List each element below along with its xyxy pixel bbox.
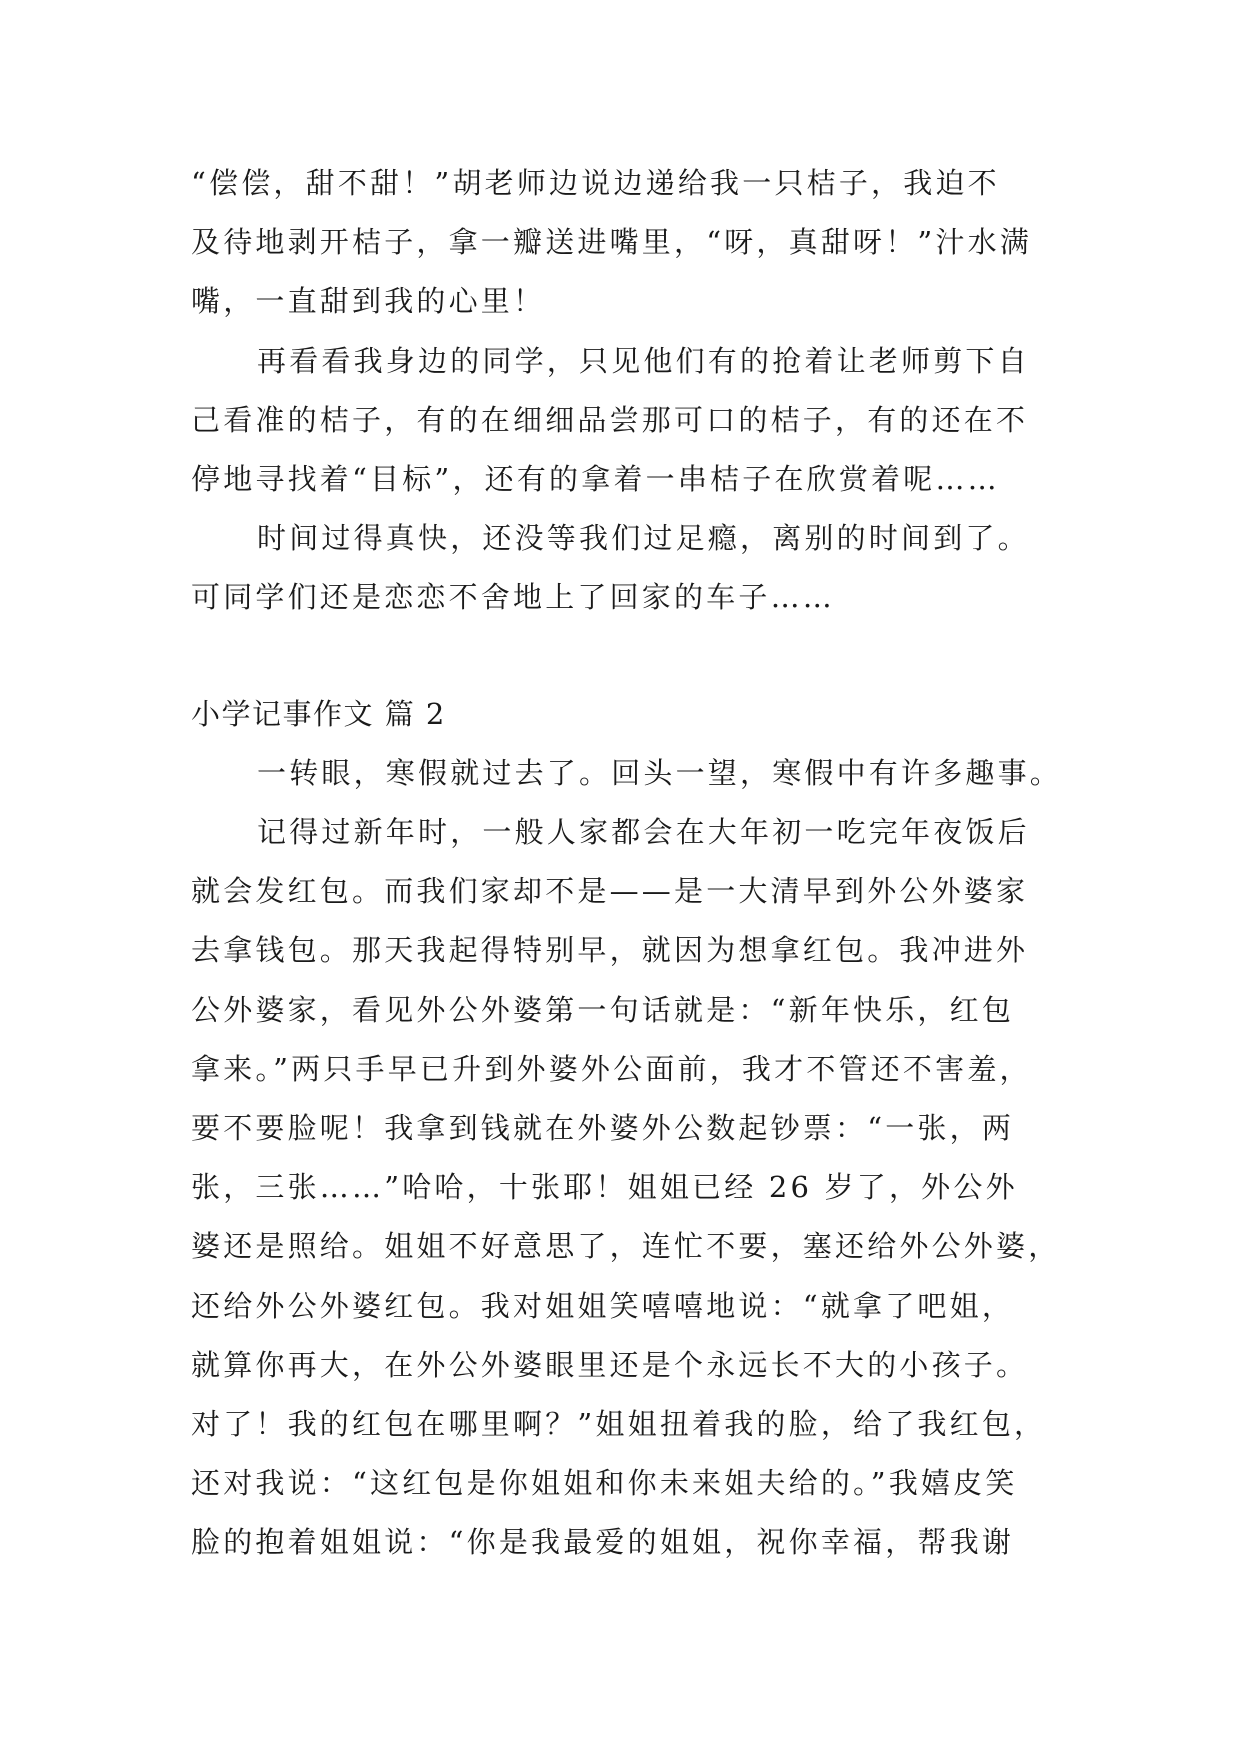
paragraph-line: 时间过得真快，还没等我们过足瘾，离别的时间到了。 [257,521,1030,555]
paragraph-line: 张，三张……”哈哈，十张耶！姐姐已经 26 岁了，外公外 [191,1170,1018,1204]
paragraph-line: 就算你再大，在外公外婆眼里还是个永远长不大的小孩子。 [191,1348,1029,1382]
paragraph-line: 去拿钱包。那天我起得特别早，就因为想拿红包。我冲进外 [191,933,1029,967]
paragraph-line: 再看看我身边的同学，只见他们有的抢着让老师剪下自 [257,344,1030,378]
paragraph-line: 停地寻找着“目标”，还有的拿着一串桔子在欣赏着呢…… [191,462,1000,496]
paragraph-line: 就会发红包。而我们家却不是——是一大清早到外公外婆家 [191,874,1029,908]
paragraph-line: 己看准的桔子，有的在细细品尝那可口的桔子，有的还在不 [191,403,1029,437]
paragraph-line: 婆还是照给。姐姐不好意思了，连忙不要，塞还给外公外婆， [191,1229,1061,1263]
paragraph-line: 脸的抱着姐姐说：“你是我最爱的姐姐，祝你幸福，帮我谢 [191,1525,1015,1559]
paragraph-line: 对了！我的红包在哪里啊？”姐姐扭着我的脸，给了我红包， [191,1407,1047,1441]
paragraph-line: 要不要脸呢！我拿到钱就在外婆外公数起钞票：“一张，两 [191,1111,1015,1145]
paragraph-line: 可同学们还是恋恋不舍地上了回家的车子…… [191,580,836,614]
paragraph-line: 还对我说：“这红包是你姐姐和你未来姐夫给的。”我嬉皮笑 [191,1466,1018,1500]
paragraph-line: 嘴，一直甜到我的心里！ [191,284,546,318]
paragraph-line: 一转眼，寒假就过去了。回头一望，寒假中有许多趣事。 [257,756,1063,790]
paragraph-line: 拿来。”两只手早已升到外婆外公面前，我才不管还不害羞， [191,1052,1032,1086]
paragraph-line: 记得过新年时，一般人家都会在大年初一吃完年夜饭后 [257,815,1030,849]
paragraph-line: 还给外公外婆红包。我对姐姐笑嘻嘻地说：“就拿了吧姐， [191,1289,1015,1323]
paragraph-line: 公外婆家，看见外公外婆第一句话就是：“新年快乐，红包 [191,993,1015,1027]
section-heading: 小学记事作文 篇 2 [191,697,446,731]
paragraph-line: 及待地剥开桔子，拿一瓣送进嘴里，“呀，真甜呀！”汁水满 [191,225,1033,259]
paragraph-line: “偿偿，甜不甜！”胡老师边说边递给我一只桔子，我迫不 [191,166,1000,200]
